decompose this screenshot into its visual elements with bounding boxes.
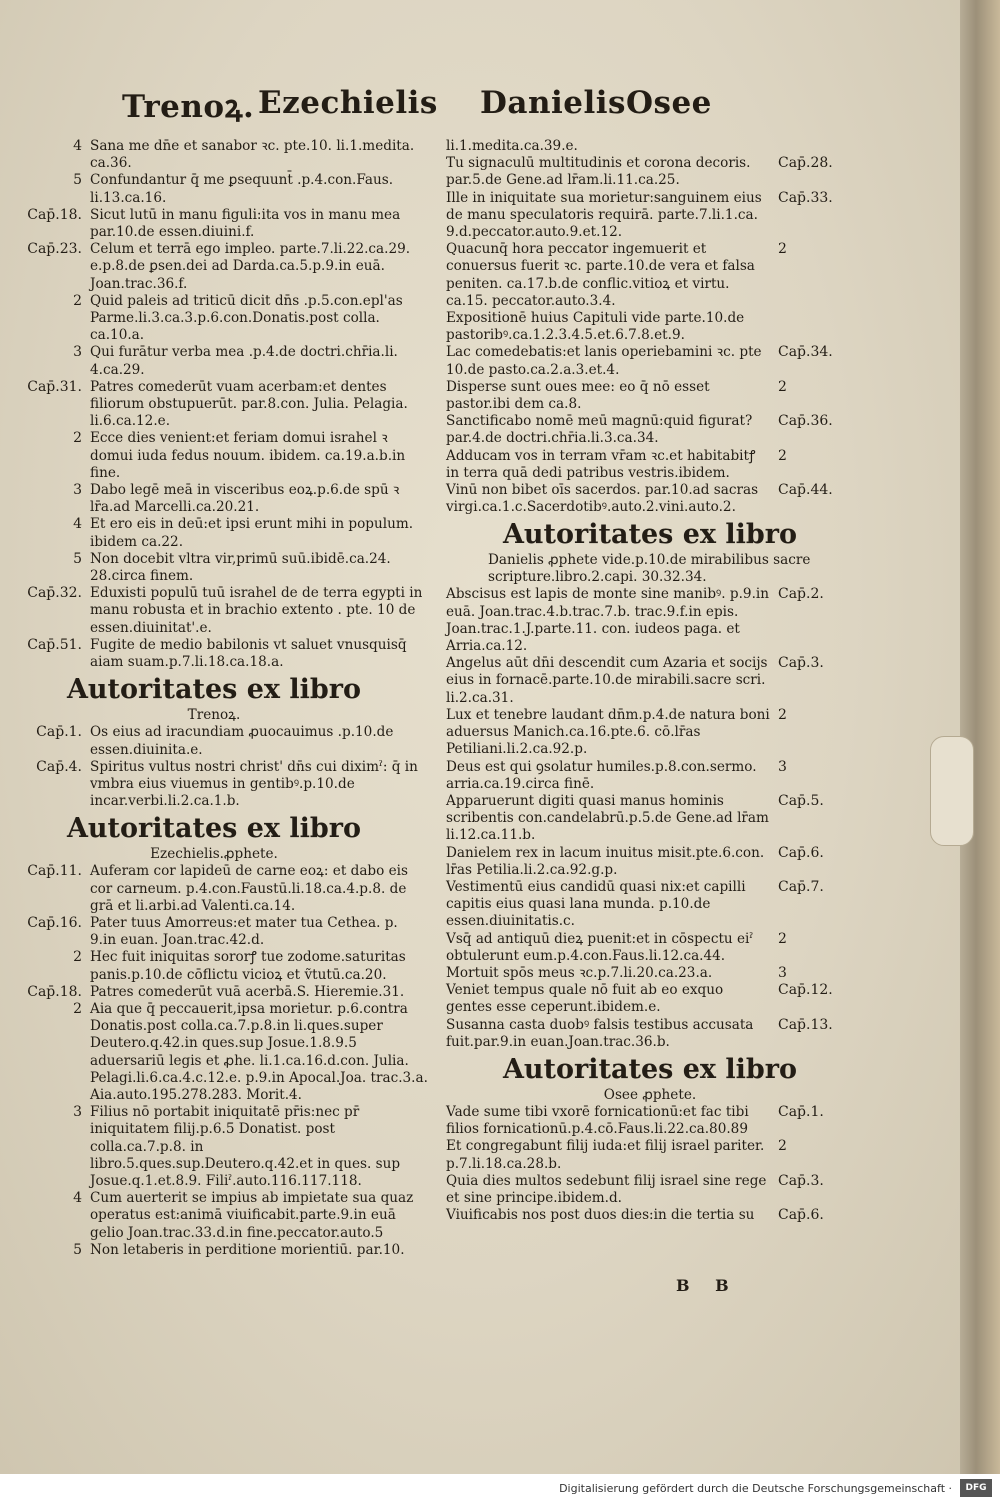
chapter-number: 5 xyxy=(73,550,82,567)
entry-row xyxy=(440,845,860,879)
entry-text: Confundantur q̄ me ꝑsequunt̄ .p.4.con.Faus. li.13.ca.16. xyxy=(90,172,394,206)
entry-row xyxy=(0,637,428,671)
chapter-number: 4 xyxy=(73,138,82,154)
entry-row xyxy=(440,965,860,982)
section-subheading-treni: Trenoꝝ. xyxy=(187,707,241,724)
chapter-number: 2 xyxy=(778,241,787,258)
entry-row xyxy=(0,516,428,550)
entry-row xyxy=(0,759,428,811)
section-heading-ezechiel: Autoritates ex libro xyxy=(66,813,362,845)
entry-row xyxy=(440,586,860,655)
osee-entries xyxy=(440,1104,860,1224)
section-heading-daniel: Autoritates ex libro xyxy=(502,519,798,551)
entry-text: Vade sume tibi vxorē fornicationū:et fac tibi filios fornicationū.p.4.cō.Faus.li.22.ca.80.89 xyxy=(446,1103,749,1138)
chapter-number: 5 xyxy=(73,172,82,189)
section-heading-treni: Autoritates ex libro xyxy=(66,674,362,706)
dfg-logo: DFG xyxy=(960,1479,992,1497)
section-subheading-ezechiel: Ezechielis.ꝓphete. xyxy=(150,846,278,863)
section-heading-osee: Autoritates ex libro xyxy=(502,1053,798,1085)
chapter-number: Cap̄.11. xyxy=(27,863,82,880)
chapter-number: 4 xyxy=(73,516,82,533)
entry-row xyxy=(0,293,428,345)
entry-text: Abscisus est lapis de monte sine manibꝰ. p.9.in euā. Joan.trac.4.b.trac.7.b. trac.9.f.in epis. Joan.trac.1.J.parte.11. con. iudeos paga. et Arria.ca.12. xyxy=(446,586,769,655)
chapter-number: Cap̄.44. xyxy=(778,482,833,499)
chapter-number: 2 xyxy=(73,1000,82,1017)
entry-text: Auferam cor lapideū de carne eoꝝ: et dabo eis cor carneum. p.4.con.Faustū.li.18.ca.4.p.8. de grā et li.arbi.ad Valenti.ca.14. xyxy=(90,863,409,914)
entry-text: Sanctificabo nomē meū magnū:quid figurat? par.4.de doctri.chr̄ia.li.3.ca.34. xyxy=(446,413,753,447)
entry-row xyxy=(440,707,860,759)
chapter-number: Cap̄.32. xyxy=(27,585,82,602)
entry-text: Ecce dies venient:et feriam domui israhel ꝛ domui iuda fedus nouum. ibidem. ca.19.a.b.in fine. xyxy=(90,430,406,481)
entry-row xyxy=(0,863,428,915)
entry-row xyxy=(440,190,860,242)
entry-row xyxy=(0,344,428,378)
chapter-number: Cap̄.4. xyxy=(36,758,82,775)
entry-text: Mortuit spōs meus ꝛc.p.7.li.20.ca.23.a. xyxy=(446,964,713,981)
treni-entries xyxy=(0,724,428,810)
entry-text: Patres comederūt vuā acerbā.S. Hieremie.31. xyxy=(90,983,405,1000)
chapter-number: Cap̄.33. xyxy=(778,189,833,206)
chapter-number: 2 xyxy=(73,292,82,309)
ezechiel-entries xyxy=(0,863,428,1259)
entry-row xyxy=(0,585,428,637)
chapter-number: Cap̄.1. xyxy=(778,1103,824,1120)
entry-row xyxy=(0,915,428,949)
entry-row xyxy=(0,1242,428,1259)
entry-text: Sana me dn̄e et sanabor ꝛc. pte.10. li.1.medita. ca.36. xyxy=(90,138,415,172)
jeremiah-entries xyxy=(0,138,428,671)
entry-text: Spiritus vultus nostri christ' dn̄s cui diximˀ: q̄ in vmbra eius viuemus in gentibꝰ.p.10.de incar.verbi.li.2.ca.1.b. xyxy=(90,758,418,810)
entry-row xyxy=(440,759,860,793)
chapter-number: 2 xyxy=(778,1138,787,1155)
entry-text: Quia dies multos sedebunt filij israel sine rege et sine principe.ibidem.d. xyxy=(446,1172,767,1206)
entry-row xyxy=(440,879,860,931)
chapter-number: Cap̄.3. xyxy=(778,655,824,672)
entry-row xyxy=(440,310,860,344)
entry-text: Adducam vos in terram vr̄am ꝛc.et habitabitꝭ in terra quā dedi patribus vestris.ibidem. xyxy=(446,447,756,481)
entry-row xyxy=(440,448,860,482)
entry-text: Os eius ad iracundiam ꝓuocauimus .p.10.de essen.diuinita.e. xyxy=(90,724,394,758)
chapter-number: Cap̄.13. xyxy=(778,1016,833,1033)
entry-row xyxy=(440,344,860,378)
entry-row xyxy=(0,138,428,172)
entry-text: Disperse sunt oues mee: eo q̄ nō esset pastor.ibi dem ca.8. xyxy=(446,378,710,413)
entry-text: Expositionē huius Capituli vide parte.10.de pastoribꝰ.ca.1.2.3.4.5.et.6.7.8.et.9. xyxy=(446,310,745,344)
section-subheading-daniel: Danielis ꝓphete vide.p.10.de mirabilibus sacre scripture.libro.2.capi. 30.32.34. xyxy=(488,552,811,586)
chapter-number: Cap̄.12. xyxy=(778,982,833,999)
chapter-number: Cap̄.18. xyxy=(27,206,82,223)
signature-mark: B B xyxy=(676,1276,739,1295)
running-head-treni: Trenoꝝ. xyxy=(122,89,255,125)
entry-row xyxy=(440,1173,860,1207)
entry-row xyxy=(440,1207,860,1224)
entry-row xyxy=(440,1138,860,1172)
chapter-number: Cap̄.34. xyxy=(778,344,833,361)
chapter-number: Cap̄.28. xyxy=(778,155,833,172)
entry-text: Lux et tenebre laudant dn̄m.p.4.de natura boni aduersus Manich.ca.16.pte.6. cō.lr̄as Petiliani.li.2.ca.92.p. xyxy=(446,706,770,758)
entry-text: Deus est qui ꝯsolatur humiles.p.8.con.sermo. arria.ca.19.circa finē. xyxy=(446,758,757,792)
entry-row xyxy=(440,379,860,413)
page-tab-marker xyxy=(930,736,974,846)
section-subheading-osee: Osee ꝓphete. xyxy=(603,1086,697,1103)
chapter-number: Cap̄.6. xyxy=(778,1207,824,1224)
entry-text: Et ero eis in deū:et ipsi erunt mihi in populum. ibidem ca.22. xyxy=(90,516,414,550)
chapter-number: Cap̄.18. xyxy=(27,983,82,1000)
entry-row xyxy=(0,241,428,293)
entry-text: Cum auerterit se impius ab impietate sua quaz operatus est:animā viuificabit.parte.9.in euā gelio Joan.trac.33.d.in fine.peccator.auto.5 xyxy=(90,1190,414,1241)
entry-row xyxy=(0,984,428,1001)
entry-text: Sicut lutū in manu figuli:ita vos in manu mea par.10.de essen.diuini.f. xyxy=(90,206,401,241)
entry-row xyxy=(0,551,428,585)
left-column xyxy=(0,138,428,1259)
chapter-number: Cap̄.7. xyxy=(778,878,824,895)
chapter-number: 2 xyxy=(73,430,82,447)
entry-text: Patres comederūt vuam acerbam:et dentes filiorum obstupuerūt. par.8.con. Julia. Pelagia. li.6.ca.12.e. xyxy=(90,378,408,430)
entry-row xyxy=(440,241,860,310)
entry-text: Viuificabis nos post duos dies:in die tertia su xyxy=(446,1207,755,1224)
entry-row xyxy=(0,172,428,206)
chapter-number: 2 xyxy=(778,930,787,947)
entry-row xyxy=(440,138,860,155)
chapter-number: 4 xyxy=(73,1190,82,1207)
chapter-number: Cap̄.3. xyxy=(778,1172,824,1189)
entry-text: Veniet tempus quale nō fuit ab eo exquo gentes esse ceperunt.ibidem.e. xyxy=(446,982,724,1016)
entry-row xyxy=(440,982,860,1016)
chapter-number: 3 xyxy=(778,964,787,981)
chapter-number: 2 xyxy=(778,706,787,723)
entry-row xyxy=(440,482,860,516)
entry-text: Vestimentū eius candidū quasi nix:et capilli capitis eius quasi lana munda. p.10.de essen.diuinitatis.c. xyxy=(446,878,746,930)
entry-text: Dabo legē meā in visceribus eoꝝ.p.6.de spū ꝛ lr̄a.ad Marcelli.ca.20.21. xyxy=(90,482,400,516)
entry-text: Non letaberis in perditione morientiū. par.10. xyxy=(90,1241,405,1258)
chapter-number: Cap̄.51. xyxy=(27,636,82,653)
entry-text: Et congregabunt filij iuda:et filij israel pariter. p.7.li.18.ca.28.b. xyxy=(446,1138,765,1172)
chapter-number: Cap̄.23. xyxy=(27,241,82,258)
chapter-number: Cap̄.16. xyxy=(27,914,82,931)
entry-row xyxy=(0,430,428,482)
entry-text: li.1.medita.ca.39.e. xyxy=(446,138,578,154)
entry-text: Lac comedebatis:et lanis operiebamini ꝛc. pte 10.de pasto.ca.2.a.3.et.4. xyxy=(446,344,762,378)
chapter-number: Cap̄.36. xyxy=(778,413,833,430)
entry-row xyxy=(0,207,428,241)
chapter-number: 3 xyxy=(73,482,82,499)
entry-row xyxy=(440,413,860,447)
chapter-number: 3 xyxy=(778,758,787,775)
entry-row xyxy=(440,931,860,965)
right-column xyxy=(440,138,860,1224)
chapter-number: 2 xyxy=(778,447,787,464)
chapter-number: Cap̄.2. xyxy=(778,586,824,603)
entry-text: Hec fuit iniquitas sororꝭ tue zodome.saturitas panis.p.10.de cōflictu vicioꝝ et ṽtutū.ca.20. xyxy=(90,949,406,983)
entry-row xyxy=(440,1104,860,1138)
chapter-number: Cap̄.1. xyxy=(36,724,82,741)
entry-row xyxy=(0,1104,428,1190)
entry-row xyxy=(0,482,428,516)
entry-text: Ille in iniquitate sua morietur:sanguinem eius de manu speculatoris requirā. parte.7.li.1.ca. 9.d.peccator.auto.9.et.12. xyxy=(446,189,762,241)
chapter-number: Cap̄.5. xyxy=(778,792,824,809)
chapter-number: 3 xyxy=(73,1104,82,1121)
entry-text: Aia que q̄ peccauerit,ipsa morietur. p.6.contra Donatis.post colla.ca.7.p.8.in li.ques.super Deutero.q.42.in ques.sup Josue.1.8.9.5 aduersariū legis et ꝓhe. li.1.ca.16.d.con. Julia. Pelagi.li.6.ca.4.c.12.e. p.9.in Apocal.Joa. trac.3.a. Aia.auto.195.278.283. Morit.4. xyxy=(90,1000,428,1103)
entry-text: Vsq̄ ad antiquū dieꝝ puenit:et in cōspectu eiˀ obtulerunt eum.p.4.con.Faus.li.12.ca.44. xyxy=(446,930,754,964)
entry-text: Tu signaculū multitudinis et corona decoris. par.5.de Gene.ad lr̄am.li.11.ca.25. xyxy=(446,155,751,189)
entry-row xyxy=(440,655,860,707)
chapter-number: 5 xyxy=(73,1241,82,1258)
chapter-number: Cap̄.6. xyxy=(778,844,824,861)
running-head-ezechiel: Ezechielis xyxy=(258,85,438,121)
chapter-number: Cap̄.31. xyxy=(27,378,82,395)
entry-row xyxy=(0,1190,428,1242)
entry-text: Eduxisti populū tuū israhel de de terra egypti in manu robusta et in brachio extento . pte. 10 de essen.diuinitat'.e. xyxy=(90,585,423,636)
entry-text: Non docebit vltra vir,primū suū.ibidē.ca.24. 28.circa finem. xyxy=(90,550,391,585)
entry-text: Fugite de medio babilonis vt saluet vnusquisq̄ aiam suam.p.7.li.18.ca.18.a. xyxy=(90,636,407,671)
entry-text: Danielem rex in lacum inuitus misit.pte.6.con. lr̄as Petilia.li.2.ca.92.g.p. xyxy=(446,844,765,878)
entry-row xyxy=(440,155,860,189)
entry-row xyxy=(0,949,428,983)
entry-text: Filius nō portabit iniquitatē pr̄is:nec pr̄ iniquitatem filij.p.6.5̄ Donatist. post colla.ca.7.p.8. in libro.5.ques.sup.Deutero.q.42.et in ques. sup Josue.q.1.et.8.9. Filiˀ.auto.116.117.118. xyxy=(90,1104,401,1189)
chapter-number: 3 xyxy=(73,344,82,361)
running-head-daniel: Danielis xyxy=(480,85,627,121)
chapter-number: 2 xyxy=(73,949,82,966)
entry-row xyxy=(440,793,860,845)
entry-text: Quid paleis ad triticū dicit dn̄s .p.5.con.epl'as Parme.li.3.ca.3.p.6.con.Donatis.post colla. ca.10.a. xyxy=(90,292,403,344)
entry-text: Quacunq̄ hora peccator ingemuerit et conuersus fuerit ꝛc. parte.10.de vera et falsa peniten. ca.17.b.de conflic.vitioꝝ et virtu. ca.15. peccator.auto.3.4. xyxy=(446,241,755,309)
chapter-number: 2 xyxy=(778,378,787,395)
entry-text: Apparuerunt digiti quasi manus hominis scribentis con.candelabrū.p.5.de Gene.ad lr̄am li.12.ca.11.b. xyxy=(446,792,769,844)
entry-text: Pater tuus Amorreus:et mater tua Cethea. p. 9.in euan. Joan.trac.42.d. xyxy=(90,914,398,949)
entry-text: Angelus aūt dn̄i descendit cum Azaria et socijs eius in fornacē.parte.10.de mirabili.sacre scri. li.2.ca.31. xyxy=(446,655,768,706)
entry-row xyxy=(0,724,428,758)
running-head-osee: Osee xyxy=(626,85,712,121)
footer-credit: Digitalisierung gefördert durch die Deutsche Forschungsgemeinschaft · xyxy=(559,1482,952,1495)
daniel-entries xyxy=(440,586,860,1050)
entry-text: Celum et terrā ego impleo. parte.7.li.22.ca.29. e.p.8.de ꝑsen.dei ad Darda.ca.5.p.9.in euā. Joan.trac.36.f. xyxy=(90,241,411,292)
entry-row xyxy=(0,1001,428,1104)
entry-row xyxy=(440,1017,860,1051)
ezechiel-continued-entries xyxy=(440,138,860,516)
entry-text: Qui furātur verba mea .p.4.de doctri.chr̄ia.li. 4.ca.29. xyxy=(90,344,398,378)
entry-row xyxy=(0,379,428,431)
entry-text: Vinū non bibet oīs sacerdos. par.10.ad sacras virgi.ca.1.c.Sacerdotibꝰ.auto.2.vini.auto.2. xyxy=(446,482,759,516)
entry-text: Susanna casta duobꝰ falsis testibus accusata fuit.par.9.in euan.Joan.trac.36.b. xyxy=(446,1016,754,1050)
